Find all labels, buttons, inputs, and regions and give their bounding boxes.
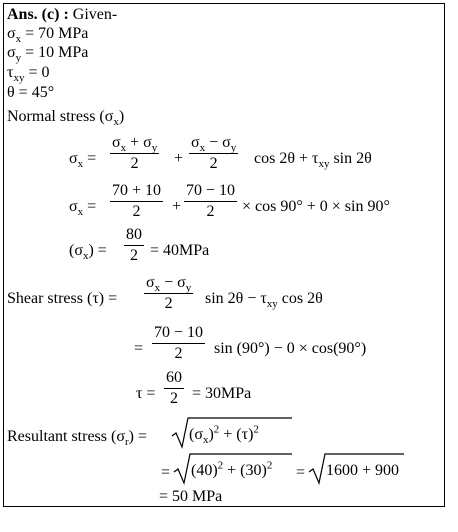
shear-fraction: $\frac{\sigma_x - \sigma_y}{2}$ <box>146 274 192 312</box>
normal-formula-lhs: $\sigma_x$ = <box>69 150 97 171</box>
given-sigma-y: $\sigma_y = 10$ MPa <box>7 44 89 65</box>
resultant-sub-sqrt: $(40)^2 + (30)^2$ <box>174 452 292 482</box>
normal-fraction-2: $\frac{\sigma_x - \sigma_y}{2}$ <box>191 134 237 172</box>
given-theta: θ = 45° <box>7 84 55 101</box>
normal-sub-fraction-2: $\frac{70 - 10}{2}$ <box>186 182 236 220</box>
shear-result-lhs: τ = <box>136 385 156 402</box>
plus-sign-2: + <box>172 198 182 215</box>
resultant-stress-heading: Resultant stress $(\sigma_r)$ = <box>7 428 147 449</box>
answer-label: Ans. (c) : <box>7 6 69 23</box>
resultant-sub-eq-2: = <box>296 464 306 481</box>
normal-stress-heading: Normal stress $(\sigma_x)$ <box>7 108 125 129</box>
given-tau-xy: $\tau_{xy} = 0$ <box>7 64 50 85</box>
normal-sub-tail: × cos 90° + 0 × sin 90° <box>242 198 390 215</box>
answer-box <box>3 3 445 507</box>
shear-sub-eq: = <box>134 340 144 357</box>
shear-sub-tail: sin (90°) − 0 × cos(90°) <box>214 340 367 357</box>
shear-result-fraction: $\frac{60}{2}$ <box>166 369 182 407</box>
resultant-sqrt: $(\sigma_x)^2 + (\tau)^2$ <box>172 416 292 446</box>
resultant-sum-sqrt: 1600 + 900 <box>309 452 404 482</box>
given-label: Given- <box>68 6 118 23</box>
normal-result-lhs: $(\sigma_x)$ = <box>69 242 107 263</box>
shear-result-value: = 30MPa <box>192 385 252 402</box>
shear-formula-tail: $\sin 2\theta - \tau_{xy}$ cos 2θ <box>205 290 323 311</box>
normal-fraction-1: $\frac{\sigma_x + \sigma_y}{2}$ <box>112 134 158 172</box>
resultant-final-value: = 50 MPa <box>159 488 223 505</box>
given-sigma-x: $\sigma_x = 70$ MPa <box>7 25 89 46</box>
normal-sub-lhs: $\sigma_x$ = <box>69 198 97 219</box>
normal-result-value: = 40MPa <box>150 242 210 259</box>
normal-formula-tail: $\cos 2\theta + \tau_{xy}$ sin 2θ <box>254 150 372 171</box>
normal-result-fraction: $\frac{80}{2}$ <box>126 226 142 264</box>
normal-sub-fraction-1: $\frac{70 + 10}{2}$ <box>112 182 162 220</box>
answer-header <box>7 6 117 24</box>
shear-stress-heading: Shear stress (τ) = <box>7 290 118 307</box>
shear-sub-fraction: $\frac{70 - 10}{2}$ <box>154 324 204 362</box>
resultant-sub-eq: = <box>161 464 171 481</box>
plus-sign: + <box>174 150 184 167</box>
